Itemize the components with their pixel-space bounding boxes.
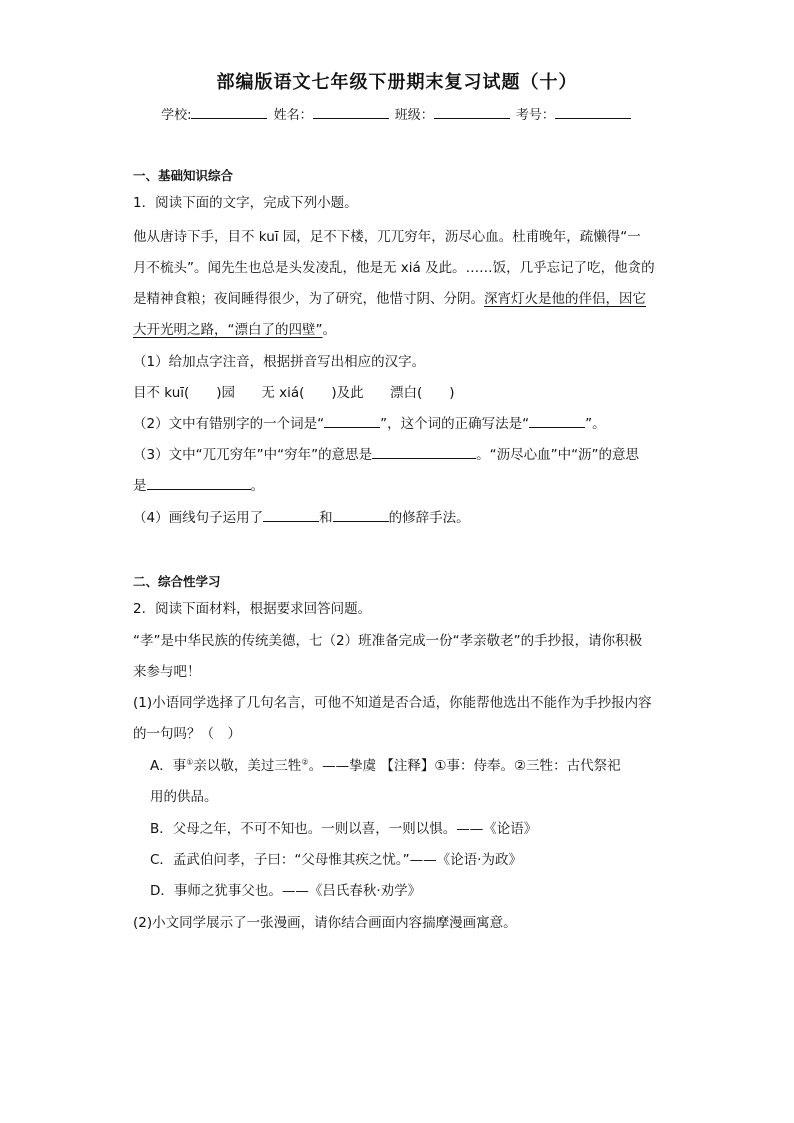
sub-question-4-text-c: 的修辞手法。 bbox=[388, 510, 470, 526]
name-label: 姓名： bbox=[273, 108, 313, 123]
correct-word-blank[interactable] bbox=[529, 415, 585, 428]
option-a-text-1: A．事 bbox=[150, 758, 187, 774]
underlined-sentence-part-1: 深宵灯火是他的伴侣，因它 bbox=[484, 291, 646, 307]
option-b[interactable]: B．父母之年，不可不知也。一则以喜，一则以惧。——《论语》 bbox=[150, 821, 538, 837]
passage-line-3 bbox=[133, 287, 646, 307]
sub-question-4 bbox=[133, 506, 470, 526]
sub-question-2-text-b: ”，这个词的正确写法是“ bbox=[380, 416, 530, 432]
sub-question-1-items bbox=[133, 381, 455, 401]
rhetoric-blank-2[interactable] bbox=[333, 509, 389, 522]
qiongnian-meaning-blank[interactable] bbox=[372, 446, 476, 459]
sub-question-3 bbox=[133, 443, 639, 463]
school-blank[interactable] bbox=[191, 106, 267, 119]
sub-question-2-2: (2)小文同学展示了一张漫画，请你结合画面内容揣摩漫画寓意。 bbox=[133, 915, 517, 931]
class-blank[interactable] bbox=[434, 106, 510, 119]
passage-line-4 bbox=[133, 318, 336, 338]
li-meaning-blank[interactable] bbox=[147, 477, 251, 490]
school-label: 学校: bbox=[161, 108, 192, 123]
wrong-word-blank[interactable] bbox=[324, 415, 380, 428]
item-kui: 目不 kuī( )园 bbox=[133, 385, 236, 401]
sub-question-3-text-d: 。 bbox=[250, 478, 264, 494]
sub-question-1: （1）给加点字注音，根据拼音写出相应的汉字。 bbox=[133, 354, 426, 370]
footnote-mark-2: ② bbox=[301, 757, 309, 767]
option-a-text-3: 。——挚虞 【注释】①事：侍奉。②三牲：古代祭祀 bbox=[308, 758, 621, 774]
sub-question-2 bbox=[133, 412, 606, 432]
option-c[interactable]: C．孟武伯问孝，子曰：“父母惟其疾之忧。”——《论语·为政》 bbox=[150, 852, 522, 868]
sub-question-3-text-c: 是 bbox=[133, 478, 147, 494]
question-2-prompt: 2．阅读下面材料，根据要求回答问题。 bbox=[133, 601, 372, 617]
sub-question-4-text-b: 和 bbox=[319, 510, 333, 526]
underlined-sentence-part-2: 大开光明之路，“漂白了的四壁” bbox=[133, 322, 323, 338]
sub-question-3-text-b: 。“沥尽心血”中“沥”的意思 bbox=[476, 447, 640, 463]
question-1-prompt: 1．阅读下面的文字，完成下列小题。 bbox=[133, 195, 358, 211]
passage-line-2: 月不梳头”。闻先生也总是头发凌乱，他是无 xiá 及此。……饭，几乎忘记了吃，他贪的 bbox=[133, 260, 655, 276]
section-1-heading: 一、基础知识综合 bbox=[133, 168, 234, 183]
option-a-cont: 用的供品。 bbox=[150, 789, 218, 805]
option-a-text-2: 亲以敬，美过三牲 bbox=[193, 758, 302, 774]
option-a[interactable] bbox=[150, 754, 621, 774]
page-title: 部编版语文七年级下册期末复习试题（十） bbox=[216, 72, 578, 93]
intro-line-2: 来参与吧！ bbox=[133, 664, 201, 680]
sub-question-2-1-line-2: 的一句吗？（ ） bbox=[133, 726, 241, 742]
item-xia: 无 xiá( )及此 bbox=[261, 385, 364, 401]
passage-text-3: 是精神食粮；夜间睡得很少，为了研究，他惜寸阴、分阴。 bbox=[133, 291, 484, 307]
student-info-row bbox=[0, 104, 794, 123]
footnote-mark-1: ① bbox=[186, 757, 194, 767]
sub-question-3-cont bbox=[133, 474, 264, 494]
number-blank[interactable] bbox=[555, 106, 631, 119]
passage-line-1: 他从唐诗下手，目不 kuī 园，足不下楼，兀兀穷年，沥尽心血。杜甫晚年，疏懒得“一 bbox=[133, 229, 641, 245]
section-2-heading: 二、综合性学习 bbox=[133, 574, 221, 589]
class-label: 班级： bbox=[394, 108, 434, 123]
option-d[interactable]: D．事师之犹事父也。——《吕氏春秋·劝学》 bbox=[150, 883, 422, 899]
sub-question-2-text-c: ”。 bbox=[585, 416, 606, 432]
sub-question-2-text-a: （2）文中有错别字的一个词是“ bbox=[133, 416, 325, 432]
sub-question-2-1-line-1: (1)小语同学选择了几句名言，可他不知道是否合适，你能帮他选出不能作为手抄报内容 bbox=[133, 695, 652, 711]
name-blank[interactable] bbox=[313, 106, 389, 119]
item-piao: 漂白( ) bbox=[389, 385, 455, 401]
passage-end: 。 bbox=[322, 322, 336, 338]
sub-question-4-text-a: （4）画线句子运用了 bbox=[133, 510, 264, 526]
intro-line-1: “孝”是中华民族的传统美德，七（2）班准备完成一份“孝亲敬老”的手抄报，请你积极 bbox=[133, 633, 643, 649]
rhetoric-blank-1[interactable] bbox=[263, 509, 319, 522]
number-label: 考号： bbox=[515, 108, 555, 123]
sub-question-3-text-a: （3）文中“兀兀穷年”中“穷年”的意思是 bbox=[133, 447, 373, 463]
